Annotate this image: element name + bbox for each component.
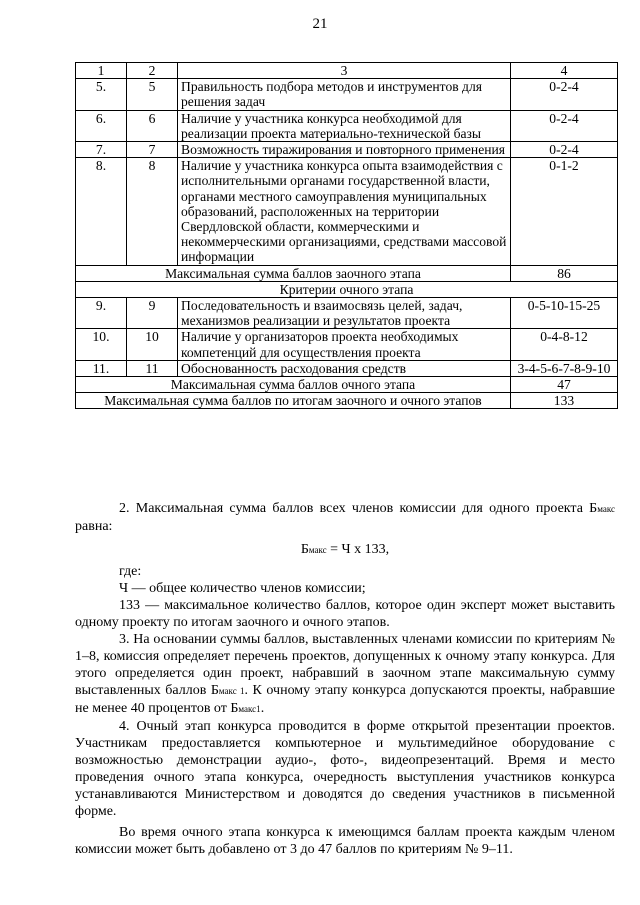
subscript: макс 1 [218, 686, 245, 696]
criterion-text: Наличие у участника конкурса опыта взаимодействия с исполнительными органами государственной власти, органами местного самоуправления муниципальных образований, расположенных на территории Свердловской области, коммерческими и некоммерческими организациями, средствами массовой информации [178, 158, 511, 265]
max-correspondence-value: 86 [511, 265, 618, 281]
row-number: 11. [76, 360, 127, 376]
criterion-text: Последовательность и взаимосвязь целей, задач, механизмов реализации и результатов проекта [178, 298, 511, 329]
table-row [76, 142, 618, 158]
criterion-number: 11 [127, 360, 178, 376]
criterion-text: Правильность подбора методов и инструментов для решения задач [178, 79, 511, 110]
criterion-text: Обоснованность расходования средств [178, 360, 511, 376]
table-header-row [76, 63, 618, 79]
row-number: 10. [76, 329, 127, 360]
paragraph-4: 4. Очный этап конкурса проводится в форме открытой презентации проектов. Участникам предоставляется компьютерное и мультимедийное оборудование с возможностью демонстрации аудио-, фото-, видеопрезентаций. Время и место проведения очного этапа конкурса, очередность выступления участников конкурса устанавливаются Министерством и доводятся до сведения участников в письменной форме. [75, 719, 615, 819]
criterion-score: 0-2-4 [511, 142, 618, 158]
criterion-text: Возможность тиражирования и повторного применения [178, 142, 511, 158]
page-number: 21 [312, 16, 328, 32]
subscript: макс1 [238, 704, 261, 714]
criterion-text: Наличие у организаторов проекта необходимых компетенций для осуществления проекта [178, 329, 511, 360]
table-row [76, 110, 618, 141]
header-cell: 1 [76, 63, 127, 79]
paragraph-3-text: 3. На основании суммы баллов, выставленных членами комиссии по критериям № 1–8, комиссия определяет перечень проектов, допущенных к очному этапу конкурса. Для этого определяется один проект, набравший в заочном этапе максимальную сумму выставленных баллов Б [75, 632, 615, 698]
paragraph-3 [75, 631, 615, 718]
row-number: 6. [76, 110, 127, 141]
formula [75, 541, 615, 559]
max-total-value: 133 [511, 393, 618, 409]
header-cell: 3 [178, 63, 511, 79]
max-total-row [76, 393, 618, 409]
table-row [76, 79, 618, 110]
paragraph-2-tail: равна: [75, 519, 113, 534]
criterion-score: 0-5-10-15-25 [511, 298, 618, 329]
header-cell: 2 [127, 63, 178, 79]
max-total-label: Максимальная сумма баллов по итогам заочного и очного этапов [76, 393, 511, 409]
max-fulltime-label: Максимальная сумма баллов очного этапа [76, 377, 511, 393]
criterion-number: 9 [127, 298, 178, 329]
definition-133: 133 — максимальное количество баллов, которое один эксперт может выставить одному проекту по итогам заочного и очного этапов. [75, 598, 615, 630]
row-number: 7. [76, 142, 127, 158]
criterion-text: Наличие у участника конкурса необходимой для реализации проекта материально-технической базы [178, 110, 511, 141]
paragraph-2-text: 2. Максимальная сумма баллов всех членов комиссии для одного проекта Б [119, 501, 598, 516]
table-row [76, 329, 618, 360]
formula-rest: = Ч х 133, [326, 542, 390, 557]
paragraph-3-end: . [260, 701, 265, 716]
row-number: 5. [76, 79, 127, 110]
where-label: где: [119, 564, 142, 579]
subscript: макс [597, 504, 615, 514]
criterion-number: 6 [127, 110, 178, 141]
criterion-number: 8 [127, 158, 178, 265]
paragraph-5: Во время очного этапа конкурса к имеющимся баллам проекта каждым членом комиссии может быть добавлено от 3 до 47 баллов по критериям № 9–11. [75, 825, 615, 857]
max-correspondence-row [76, 265, 618, 281]
criterion-score: 0-2-4 [511, 79, 618, 110]
criterion-number: 10 [127, 329, 178, 360]
max-fulltime-row [76, 377, 618, 393]
row-number: 8. [76, 158, 127, 265]
table-row [76, 158, 618, 265]
paragraph-3-text-2: . К очному этапу конкурса допускаются проекты, набравшие не менее 40 процентов от Б [75, 683, 615, 716]
criterion-number: 5 [127, 79, 178, 110]
paragraph-2 [75, 500, 615, 535]
criterion-score: 3-4-5-6-7-8-9-10 [511, 360, 618, 376]
subscript: макс [308, 545, 327, 555]
section-header: Критерии очного этапа [76, 281, 618, 297]
header-cell: 4 [511, 63, 618, 79]
table-row [76, 298, 618, 329]
criterion-score: 0-2-4 [511, 110, 618, 141]
body-text [75, 500, 615, 858]
max-correspondence-label: Максимальная сумма баллов заочного этапа [76, 265, 511, 281]
criterion-score: 0-4-8-12 [511, 329, 618, 360]
formula-symbol: Б [300, 542, 309, 557]
section-header-row [76, 281, 618, 297]
table-row [76, 360, 618, 376]
max-fulltime-value: 47 [511, 377, 618, 393]
criterion-score: 0-1-2 [511, 158, 618, 265]
criterion-number: 7 [127, 142, 178, 158]
row-number: 9. [76, 298, 127, 329]
definition-ch: Ч — общее количество членов комиссии; [119, 581, 366, 596]
criteria-table [75, 62, 618, 409]
